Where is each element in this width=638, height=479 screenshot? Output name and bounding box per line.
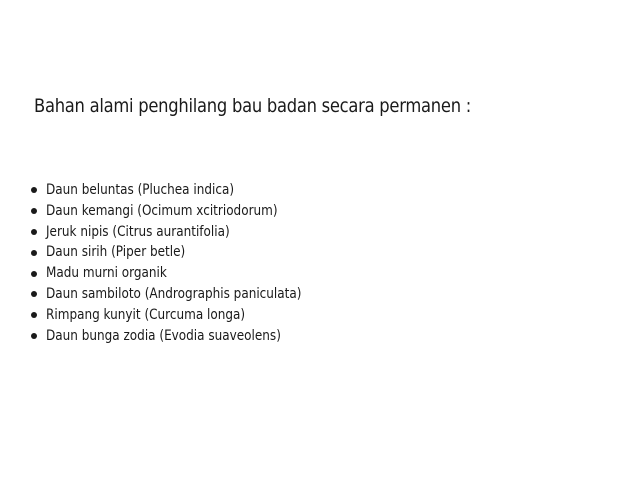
slide-title: Bahan alami penghilang bau badan secara permanen : xyxy=(34,95,471,117)
list-item-text: Jeruk nipis (Citrus aurantifolia) xyxy=(46,223,230,240)
list-item-text: Madu murni organik xyxy=(46,265,167,282)
list-item xyxy=(30,201,343,222)
bullet-icon xyxy=(31,291,37,297)
bullet-icon xyxy=(31,229,37,235)
list-item xyxy=(30,305,343,326)
list-item-text: Daun sirih (Piper betle) xyxy=(46,244,186,261)
list-item xyxy=(30,242,343,263)
ingredient-list xyxy=(30,180,343,346)
list-item xyxy=(30,180,343,201)
list-item xyxy=(30,284,343,305)
bullet-icon xyxy=(31,250,37,256)
list-item-text: Daun kemangi (Ocimum xcitriodorum) xyxy=(46,202,278,219)
bullet-icon xyxy=(31,187,37,193)
list-item xyxy=(30,326,343,347)
list-item-text: Daun sambiloto (Andrographis paniculata) xyxy=(46,285,302,302)
bullet-icon xyxy=(31,208,37,214)
bullet-icon xyxy=(31,333,37,339)
bullet-icon xyxy=(31,312,37,318)
list-item xyxy=(30,222,343,243)
list-item-text: Daun beluntas (Pluchea indica) xyxy=(46,182,235,198)
bullet-icon xyxy=(31,271,37,277)
list-item-text: Rimpang kunyit (Curcuma longa) xyxy=(46,306,246,323)
list-item-text: Daun bunga zodia (Evodia suaveolens) xyxy=(46,327,281,344)
list-item xyxy=(30,263,343,284)
